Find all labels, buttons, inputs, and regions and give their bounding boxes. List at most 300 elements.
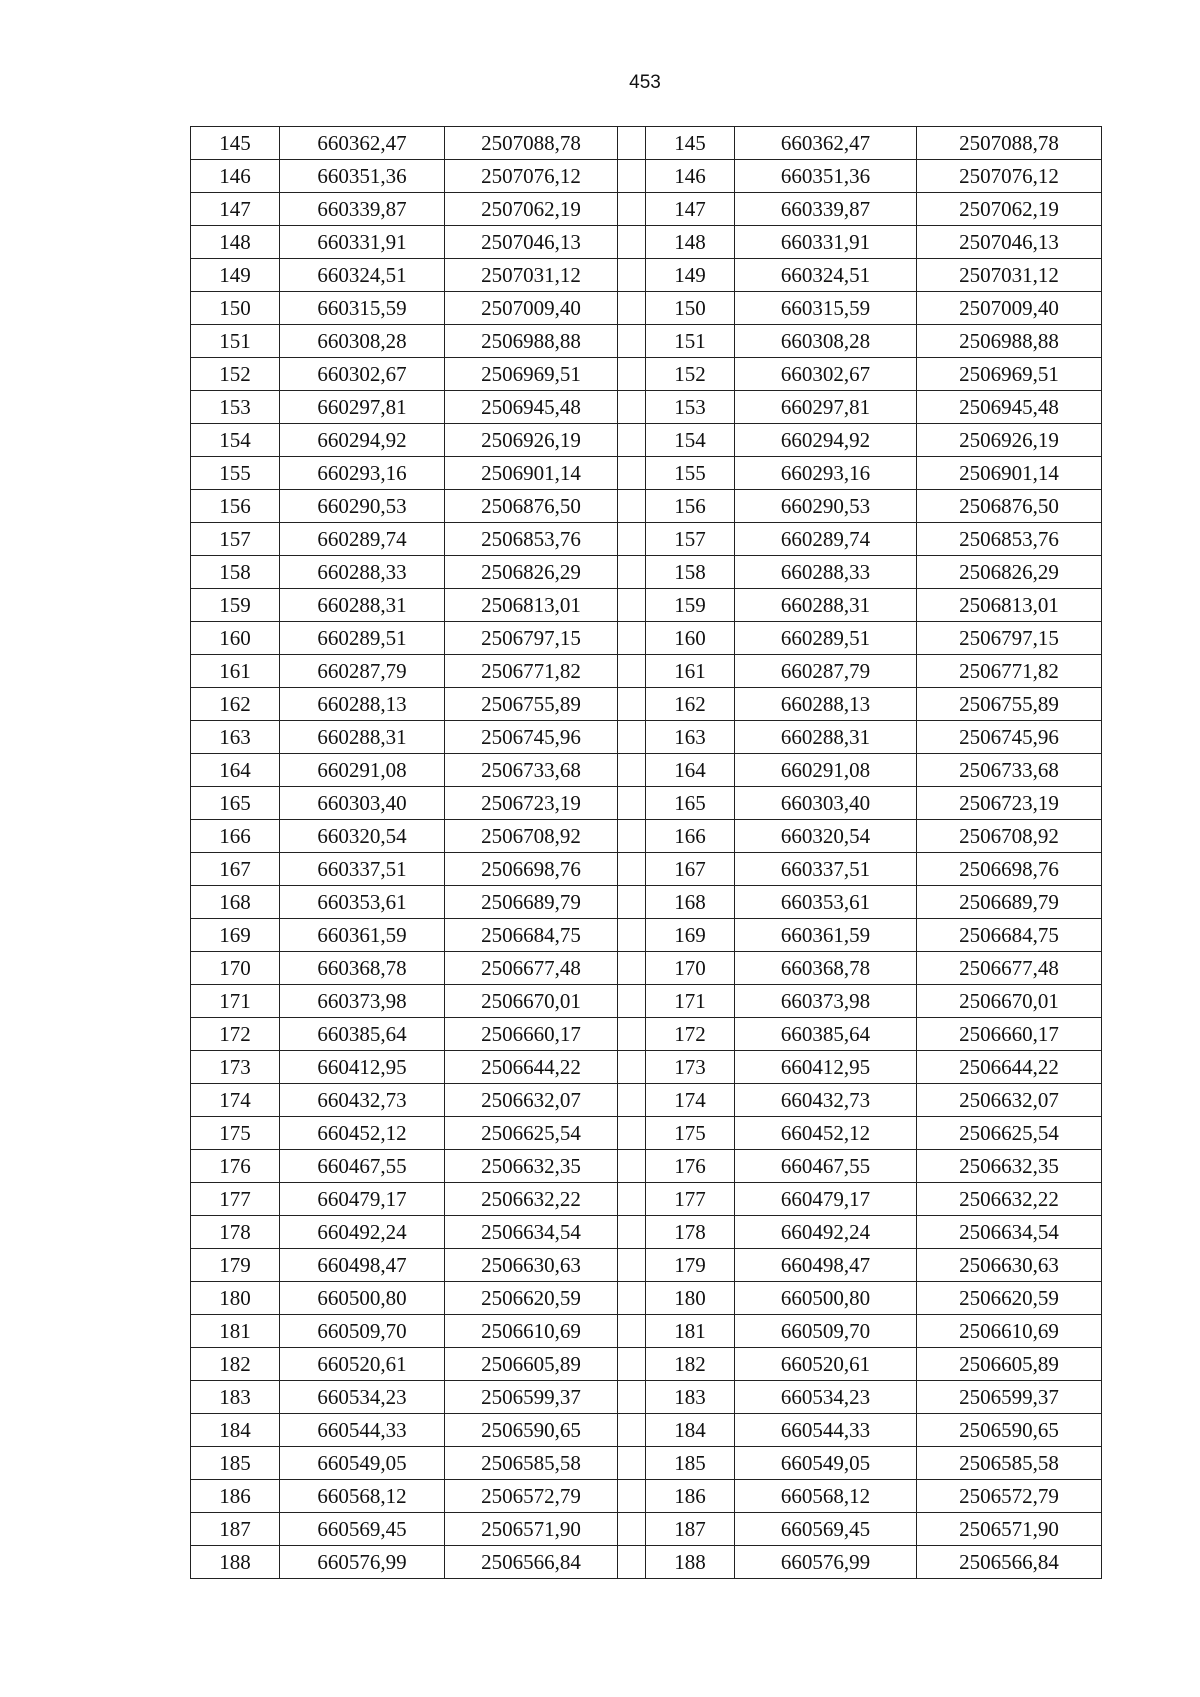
point-number: 179 xyxy=(646,1249,735,1282)
y-coordinate: 2506876,50 xyxy=(917,490,1102,523)
point-number: 161 xyxy=(191,655,280,688)
point-number: 163 xyxy=(191,721,280,754)
point-number: 187 xyxy=(646,1513,735,1546)
table-row xyxy=(191,1249,1102,1282)
point-number: 169 xyxy=(191,919,280,952)
point-number: 166 xyxy=(646,820,735,853)
point-number: 160 xyxy=(646,622,735,655)
y-coordinate: 2506632,07 xyxy=(445,1084,618,1117)
table-row xyxy=(191,1051,1102,1084)
spacer-cell xyxy=(618,490,646,523)
y-coordinate: 2507088,78 xyxy=(445,127,618,160)
x-coordinate: 660353,61 xyxy=(280,886,445,919)
x-coordinate: 660492,24 xyxy=(280,1216,445,1249)
table-row xyxy=(191,259,1102,292)
y-coordinate: 2507076,12 xyxy=(445,160,618,193)
point-number: 181 xyxy=(191,1315,280,1348)
y-coordinate: 2506660,17 xyxy=(917,1018,1102,1051)
y-coordinate: 2506590,65 xyxy=(445,1414,618,1447)
point-number: 158 xyxy=(191,556,280,589)
spacer-cell xyxy=(618,721,646,754)
x-coordinate: 660339,87 xyxy=(735,193,917,226)
point-number: 145 xyxy=(191,127,280,160)
y-coordinate: 2506670,01 xyxy=(445,985,618,1018)
x-coordinate: 660509,70 xyxy=(280,1315,445,1348)
spacer-cell xyxy=(618,589,646,622)
x-coordinate: 660432,73 xyxy=(280,1084,445,1117)
table-row xyxy=(191,193,1102,226)
x-coordinate: 660373,98 xyxy=(735,985,917,1018)
table-row xyxy=(191,1315,1102,1348)
point-number: 158 xyxy=(646,556,735,589)
y-coordinate: 2507031,12 xyxy=(917,259,1102,292)
spacer-cell xyxy=(618,886,646,919)
x-coordinate: 660324,51 xyxy=(280,259,445,292)
point-number: 175 xyxy=(646,1117,735,1150)
point-number: 167 xyxy=(646,853,735,886)
spacer-cell xyxy=(618,325,646,358)
spacer-cell xyxy=(618,1348,646,1381)
y-coordinate: 2507062,19 xyxy=(445,193,618,226)
x-coordinate: 660568,12 xyxy=(280,1480,445,1513)
table-row xyxy=(191,457,1102,490)
x-coordinate: 660549,05 xyxy=(280,1447,445,1480)
x-coordinate: 660569,45 xyxy=(280,1513,445,1546)
point-number: 152 xyxy=(191,358,280,391)
y-coordinate: 2506632,22 xyxy=(445,1183,618,1216)
y-coordinate: 2506813,01 xyxy=(445,589,618,622)
table-row xyxy=(191,754,1102,787)
point-number: 184 xyxy=(646,1414,735,1447)
spacer-cell xyxy=(618,1249,646,1282)
x-coordinate: 660351,36 xyxy=(735,160,917,193)
point-number: 172 xyxy=(646,1018,735,1051)
x-coordinate: 660339,87 xyxy=(280,193,445,226)
point-number: 149 xyxy=(191,259,280,292)
table-row xyxy=(191,1084,1102,1117)
y-coordinate: 2506644,22 xyxy=(917,1051,1102,1084)
spacer-cell xyxy=(618,259,646,292)
x-coordinate: 660452,12 xyxy=(735,1117,917,1150)
x-coordinate: 660576,99 xyxy=(735,1546,917,1579)
x-coordinate: 660412,95 xyxy=(735,1051,917,1084)
table-row xyxy=(191,1513,1102,1546)
spacer-cell xyxy=(618,688,646,721)
point-number: 175 xyxy=(191,1117,280,1150)
y-coordinate: 2507009,40 xyxy=(917,292,1102,325)
y-coordinate: 2506620,59 xyxy=(445,1282,618,1315)
y-coordinate: 2506670,01 xyxy=(917,985,1102,1018)
x-coordinate: 660568,12 xyxy=(735,1480,917,1513)
x-coordinate: 660412,95 xyxy=(280,1051,445,1084)
table-row xyxy=(191,688,1102,721)
y-coordinate: 2506723,19 xyxy=(445,787,618,820)
point-number: 148 xyxy=(191,226,280,259)
point-number: 168 xyxy=(191,886,280,919)
point-number: 162 xyxy=(646,688,735,721)
x-coordinate: 660500,80 xyxy=(280,1282,445,1315)
point-number: 180 xyxy=(191,1282,280,1315)
spacer-cell xyxy=(618,655,646,688)
x-coordinate: 660509,70 xyxy=(735,1315,917,1348)
table-row xyxy=(191,655,1102,688)
y-coordinate: 2507076,12 xyxy=(917,160,1102,193)
y-coordinate: 2506585,58 xyxy=(917,1447,1102,1480)
table-row xyxy=(191,886,1102,919)
spacer-cell xyxy=(618,556,646,589)
table-row xyxy=(191,556,1102,589)
x-coordinate: 660293,16 xyxy=(280,457,445,490)
y-coordinate: 2506708,92 xyxy=(917,820,1102,853)
y-coordinate: 2506566,84 xyxy=(917,1546,1102,1579)
point-number: 178 xyxy=(191,1216,280,1249)
spacer-cell xyxy=(618,820,646,853)
y-coordinate: 2506876,50 xyxy=(445,490,618,523)
spacer-cell xyxy=(618,1513,646,1546)
x-coordinate: 660288,13 xyxy=(280,688,445,721)
x-coordinate: 660452,12 xyxy=(280,1117,445,1150)
point-number: 180 xyxy=(646,1282,735,1315)
x-coordinate: 660324,51 xyxy=(735,259,917,292)
point-number: 155 xyxy=(646,457,735,490)
table-row xyxy=(191,820,1102,853)
x-coordinate: 660288,33 xyxy=(735,556,917,589)
y-coordinate: 2506566,84 xyxy=(445,1546,618,1579)
point-number: 156 xyxy=(646,490,735,523)
table-row xyxy=(191,1216,1102,1249)
x-coordinate: 660291,08 xyxy=(280,754,445,787)
spacer-cell xyxy=(618,160,646,193)
point-number: 184 xyxy=(191,1414,280,1447)
y-coordinate: 2506689,79 xyxy=(445,886,618,919)
y-coordinate: 2507046,13 xyxy=(917,226,1102,259)
point-number: 157 xyxy=(646,523,735,556)
spacer-cell xyxy=(618,1546,646,1579)
point-number: 182 xyxy=(646,1348,735,1381)
spacer-cell xyxy=(618,1414,646,1447)
y-coordinate: 2506708,92 xyxy=(445,820,618,853)
x-coordinate: 660320,54 xyxy=(735,820,917,853)
table-row xyxy=(191,490,1102,523)
point-number: 157 xyxy=(191,523,280,556)
spacer-cell xyxy=(618,1381,646,1414)
x-coordinate: 660288,31 xyxy=(735,721,917,754)
point-number: 165 xyxy=(191,787,280,820)
point-number: 183 xyxy=(646,1381,735,1414)
point-number: 169 xyxy=(646,919,735,952)
x-coordinate: 660498,47 xyxy=(735,1249,917,1282)
x-coordinate: 660287,79 xyxy=(735,655,917,688)
spacer-cell xyxy=(618,1084,646,1117)
x-coordinate: 660297,81 xyxy=(735,391,917,424)
spacer-cell xyxy=(618,358,646,391)
table-row xyxy=(191,787,1102,820)
x-coordinate: 660467,55 xyxy=(735,1150,917,1183)
spacer-cell xyxy=(618,919,646,952)
point-number: 154 xyxy=(191,424,280,457)
x-coordinate: 660534,23 xyxy=(280,1381,445,1414)
spacer-cell xyxy=(618,193,646,226)
x-coordinate: 660520,61 xyxy=(735,1348,917,1381)
point-number: 186 xyxy=(646,1480,735,1513)
y-coordinate: 2506605,89 xyxy=(445,1348,618,1381)
spacer-cell xyxy=(618,1216,646,1249)
x-coordinate: 660337,51 xyxy=(735,853,917,886)
table-row xyxy=(191,589,1102,622)
point-number: 153 xyxy=(191,391,280,424)
y-coordinate: 2506813,01 xyxy=(917,589,1102,622)
spacer-cell xyxy=(618,1018,646,1051)
spacer-cell xyxy=(618,1051,646,1084)
table-row xyxy=(191,391,1102,424)
spacer-cell xyxy=(618,985,646,1018)
x-coordinate: 660289,51 xyxy=(735,622,917,655)
x-coordinate: 660544,33 xyxy=(735,1414,917,1447)
y-coordinate: 2507062,19 xyxy=(917,193,1102,226)
y-coordinate: 2506969,51 xyxy=(445,358,618,391)
table-row xyxy=(191,1546,1102,1579)
y-coordinate: 2506745,96 xyxy=(445,721,618,754)
x-coordinate: 660308,28 xyxy=(280,325,445,358)
spacer-cell xyxy=(618,391,646,424)
table-row xyxy=(191,1018,1102,1051)
point-number: 174 xyxy=(646,1084,735,1117)
y-coordinate: 2507031,12 xyxy=(445,259,618,292)
x-coordinate: 660500,80 xyxy=(735,1282,917,1315)
table-row xyxy=(191,1348,1102,1381)
point-number: 165 xyxy=(646,787,735,820)
table-row xyxy=(191,952,1102,985)
point-number: 150 xyxy=(191,292,280,325)
y-coordinate: 2507046,13 xyxy=(445,226,618,259)
spacer-cell xyxy=(618,853,646,886)
table-row xyxy=(191,1282,1102,1315)
table-row xyxy=(191,1183,1102,1216)
y-coordinate: 2506771,82 xyxy=(445,655,618,688)
point-number: 176 xyxy=(646,1150,735,1183)
spacer-cell xyxy=(618,1447,646,1480)
point-number: 170 xyxy=(646,952,735,985)
y-coordinate: 2506723,19 xyxy=(917,787,1102,820)
x-coordinate: 660492,24 xyxy=(735,1216,917,1249)
y-coordinate: 2506634,54 xyxy=(445,1216,618,1249)
table-row xyxy=(191,160,1102,193)
y-coordinate: 2506632,35 xyxy=(445,1150,618,1183)
x-coordinate: 660467,55 xyxy=(280,1150,445,1183)
point-number: 186 xyxy=(191,1480,280,1513)
x-coordinate: 660385,64 xyxy=(280,1018,445,1051)
spacer-cell xyxy=(618,457,646,490)
point-number: 166 xyxy=(191,820,280,853)
point-number: 171 xyxy=(191,985,280,1018)
x-coordinate: 660288,13 xyxy=(735,688,917,721)
point-number: 146 xyxy=(191,160,280,193)
table-row xyxy=(191,853,1102,886)
point-number: 161 xyxy=(646,655,735,688)
y-coordinate: 2506677,48 xyxy=(917,952,1102,985)
x-coordinate: 660303,40 xyxy=(735,787,917,820)
table-row xyxy=(191,985,1102,1018)
table-row xyxy=(191,424,1102,457)
y-coordinate: 2506988,88 xyxy=(445,325,618,358)
point-number: 174 xyxy=(191,1084,280,1117)
point-number: 172 xyxy=(191,1018,280,1051)
y-coordinate: 2506571,90 xyxy=(917,1513,1102,1546)
y-coordinate: 2506585,58 xyxy=(445,1447,618,1480)
y-coordinate: 2506926,19 xyxy=(445,424,618,457)
y-coordinate: 2506745,96 xyxy=(917,721,1102,754)
x-coordinate: 660293,16 xyxy=(735,457,917,490)
x-coordinate: 660294,92 xyxy=(280,424,445,457)
point-number: 167 xyxy=(191,853,280,886)
x-coordinate: 660302,67 xyxy=(280,358,445,391)
y-coordinate: 2506733,68 xyxy=(917,754,1102,787)
x-coordinate: 660315,59 xyxy=(280,292,445,325)
y-coordinate: 2506572,79 xyxy=(917,1480,1102,1513)
y-coordinate: 2506632,35 xyxy=(917,1150,1102,1183)
spacer-cell xyxy=(618,1183,646,1216)
spacer-cell xyxy=(618,1150,646,1183)
table-row xyxy=(191,523,1102,556)
x-coordinate: 660297,81 xyxy=(280,391,445,424)
x-coordinate: 660288,33 xyxy=(280,556,445,589)
x-coordinate: 660288,31 xyxy=(735,589,917,622)
y-coordinate: 2506599,37 xyxy=(917,1381,1102,1414)
spacer-cell xyxy=(618,226,646,259)
x-coordinate: 660432,73 xyxy=(735,1084,917,1117)
y-coordinate: 2506733,68 xyxy=(445,754,618,787)
x-coordinate: 660303,40 xyxy=(280,787,445,820)
y-coordinate: 2506571,90 xyxy=(445,1513,618,1546)
point-number: 183 xyxy=(191,1381,280,1414)
table-row xyxy=(191,1480,1102,1513)
x-coordinate: 660353,61 xyxy=(735,886,917,919)
spacer-cell xyxy=(618,787,646,820)
y-coordinate: 2506945,48 xyxy=(445,391,618,424)
y-coordinate: 2506625,54 xyxy=(445,1117,618,1150)
x-coordinate: 660479,17 xyxy=(280,1183,445,1216)
point-number: 177 xyxy=(646,1183,735,1216)
x-coordinate: 660287,79 xyxy=(280,655,445,688)
x-coordinate: 660294,92 xyxy=(735,424,917,457)
point-number: 185 xyxy=(646,1447,735,1480)
x-coordinate: 660362,47 xyxy=(735,127,917,160)
x-coordinate: 660288,31 xyxy=(280,721,445,754)
x-coordinate: 660361,59 xyxy=(280,919,445,952)
x-coordinate: 660288,31 xyxy=(280,589,445,622)
y-coordinate: 2506926,19 xyxy=(917,424,1102,457)
point-number: 171 xyxy=(646,985,735,1018)
table-row xyxy=(191,1414,1102,1447)
table-row xyxy=(191,127,1102,160)
x-coordinate: 660373,98 xyxy=(280,985,445,1018)
point-number: 164 xyxy=(191,754,280,787)
x-coordinate: 660361,59 xyxy=(735,919,917,952)
spacer-cell xyxy=(618,523,646,556)
y-coordinate: 2506630,63 xyxy=(445,1249,618,1282)
x-coordinate: 660302,67 xyxy=(735,358,917,391)
x-coordinate: 660368,78 xyxy=(735,952,917,985)
table-row xyxy=(191,622,1102,655)
point-number: 159 xyxy=(191,589,280,622)
spacer-cell xyxy=(618,1315,646,1348)
point-number: 163 xyxy=(646,721,735,754)
point-number: 177 xyxy=(191,1183,280,1216)
y-coordinate: 2506632,22 xyxy=(917,1183,1102,1216)
y-coordinate: 2506853,76 xyxy=(445,523,618,556)
x-coordinate: 660520,61 xyxy=(280,1348,445,1381)
y-coordinate: 2506610,69 xyxy=(445,1315,618,1348)
y-coordinate: 2506826,29 xyxy=(917,556,1102,589)
table-row xyxy=(191,721,1102,754)
x-coordinate: 660479,17 xyxy=(735,1183,917,1216)
point-number: 188 xyxy=(646,1546,735,1579)
x-coordinate: 660308,28 xyxy=(735,325,917,358)
x-coordinate: 660351,36 xyxy=(280,160,445,193)
y-coordinate: 2506901,14 xyxy=(917,457,1102,490)
table-row xyxy=(191,1381,1102,1414)
y-coordinate: 2506599,37 xyxy=(445,1381,618,1414)
point-number: 170 xyxy=(191,952,280,985)
y-coordinate: 2506630,63 xyxy=(917,1249,1102,1282)
coordinates-table xyxy=(190,126,1102,1579)
table-body xyxy=(191,127,1102,1579)
table-row xyxy=(191,1117,1102,1150)
x-coordinate: 660576,99 xyxy=(280,1546,445,1579)
spacer-cell xyxy=(618,1282,646,1315)
point-number: 146 xyxy=(646,160,735,193)
y-coordinate: 2507009,40 xyxy=(445,292,618,325)
table-row xyxy=(191,1447,1102,1480)
point-number: 173 xyxy=(646,1051,735,1084)
y-coordinate: 2506698,76 xyxy=(445,853,618,886)
point-number: 152 xyxy=(646,358,735,391)
spacer-cell xyxy=(618,754,646,787)
y-coordinate: 2506605,89 xyxy=(917,1348,1102,1381)
spacer-cell xyxy=(618,292,646,325)
point-number: 153 xyxy=(646,391,735,424)
point-number: 149 xyxy=(646,259,735,292)
y-coordinate: 2506644,22 xyxy=(445,1051,618,1084)
y-coordinate: 2506590,65 xyxy=(917,1414,1102,1447)
spacer-cell xyxy=(618,424,646,457)
y-coordinate: 2506988,88 xyxy=(917,325,1102,358)
x-coordinate: 660549,05 xyxy=(735,1447,917,1480)
page-number: 453 xyxy=(629,72,661,93)
spacer-cell xyxy=(618,127,646,160)
point-number: 178 xyxy=(646,1216,735,1249)
point-number: 151 xyxy=(191,325,280,358)
table-row xyxy=(191,292,1102,325)
y-coordinate: 2506625,54 xyxy=(917,1117,1102,1150)
y-coordinate: 2506632,07 xyxy=(917,1084,1102,1117)
point-number: 147 xyxy=(646,193,735,226)
table-row xyxy=(191,325,1102,358)
table-row xyxy=(191,1150,1102,1183)
y-coordinate: 2506797,15 xyxy=(445,622,618,655)
x-coordinate: 660362,47 xyxy=(280,127,445,160)
point-number: 151 xyxy=(646,325,735,358)
x-coordinate: 660337,51 xyxy=(280,853,445,886)
point-number: 176 xyxy=(191,1150,280,1183)
x-coordinate: 660289,74 xyxy=(280,523,445,556)
point-number: 145 xyxy=(646,127,735,160)
point-number: 168 xyxy=(646,886,735,919)
x-coordinate: 660534,23 xyxy=(735,1381,917,1414)
point-number: 182 xyxy=(191,1348,280,1381)
x-coordinate: 660290,53 xyxy=(735,490,917,523)
point-number: 185 xyxy=(191,1447,280,1480)
